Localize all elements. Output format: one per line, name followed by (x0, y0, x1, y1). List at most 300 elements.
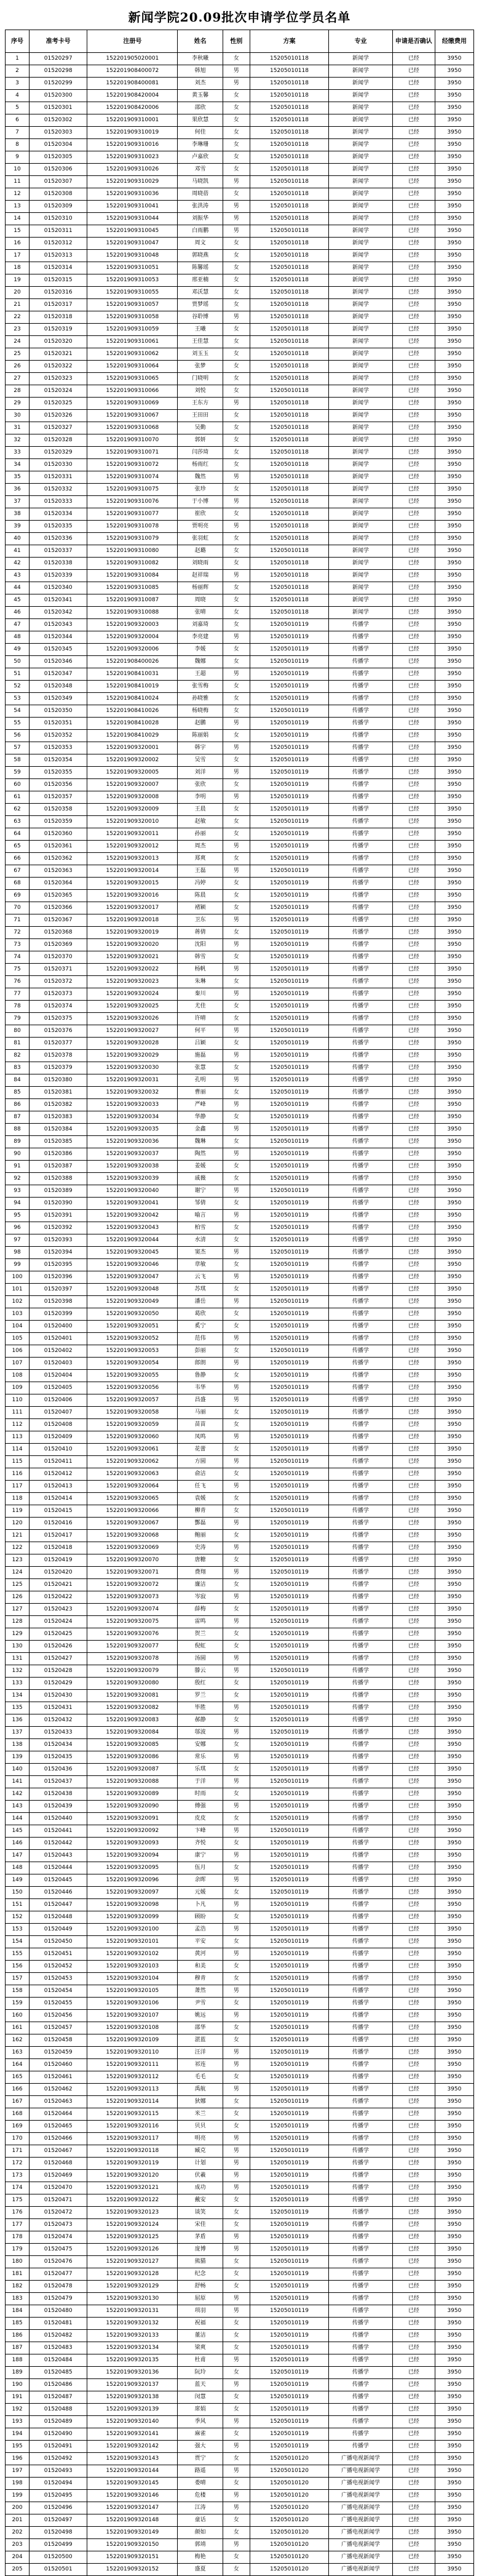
fee-cell: 3950 (435, 311, 473, 324)
registration-no-cell: 152201909320105 (87, 1985, 178, 1998)
confirmed-cell: 已经 (392, 2428, 435, 2441)
index-cell: 152 (6, 1911, 30, 1924)
exam-card-cell: 01520481 (30, 2318, 87, 2330)
name-cell: 戴安 (178, 2194, 223, 2207)
fee-cell: 3950 (435, 1714, 473, 1727)
gender-cell: 女 (223, 139, 250, 151)
plan-cell: 15205010119 (250, 1087, 329, 1099)
table-row (6, 902, 474, 914)
name-cell: 臧克 (178, 2145, 223, 2158)
exam-card-cell: 01520474 (30, 2231, 87, 2244)
major-cell: 传播学 (329, 1148, 392, 1161)
registration-no-cell: 152201909320150 (87, 2539, 178, 2551)
confirmed-cell: 已经 (392, 582, 435, 594)
fee-cell: 3950 (435, 1801, 473, 1813)
major-cell: 传播学 (329, 1234, 392, 1247)
plan-cell: 15205010119 (250, 2441, 329, 2453)
gender-cell: 女 (223, 1554, 250, 1567)
fee-cell: 3950 (435, 459, 473, 471)
fee-cell: 3950 (435, 521, 473, 533)
gender-cell: 男 (223, 2231, 250, 2244)
name-cell: 江涛 (178, 2502, 223, 2514)
gender-cell: 男 (223, 1948, 250, 1961)
fee-cell: 3950 (435, 1678, 473, 1690)
exam-card-cell: 01520489 (30, 2416, 87, 2428)
exam-card-cell: 01520496 (30, 2502, 87, 2514)
table-row (6, 1764, 474, 1776)
index-cell: 5 (6, 102, 30, 114)
table-row (6, 2514, 474, 2527)
exam-card-cell: 01520385 (30, 1136, 87, 1148)
plan-cell: 15205010118 (250, 447, 329, 459)
plan-cell: 15205010118 (250, 78, 329, 90)
index-cell: 39 (6, 521, 30, 533)
table-row (6, 114, 474, 127)
exam-card-cell: 01520466 (30, 2133, 87, 2145)
table-row (6, 262, 474, 274)
major-cell: 传播学 (329, 656, 392, 668)
table-row (6, 164, 474, 176)
table-row (6, 2096, 474, 2108)
gender-cell: 女 (223, 1284, 250, 1296)
name-cell: 梅艳 (178, 2551, 223, 2564)
fee-cell: 3950 (435, 225, 473, 238)
exam-card-cell: 01520407 (30, 1407, 87, 1419)
fee-cell: 3950 (435, 2514, 473, 2527)
table-row (6, 2145, 474, 2158)
name-cell: 童话 (178, 2514, 223, 2527)
index-cell: 129 (6, 1628, 30, 1641)
table-row (6, 2416, 474, 2428)
table-row (6, 1739, 474, 1751)
index-cell: 189 (6, 2367, 30, 2379)
table-row (6, 570, 474, 582)
exam-card-cell: 01520486 (30, 2379, 87, 2391)
confirmed-cell: 已经 (392, 508, 435, 521)
table-row (6, 1887, 474, 1899)
fee-cell: 3950 (435, 668, 473, 681)
gender-cell: 男 (223, 2490, 250, 2502)
name-cell: 陈晨 (178, 890, 223, 902)
gender-cell: 男 (223, 1074, 250, 1087)
gender-cell: 男 (223, 496, 250, 508)
exam-card-cell: 01520374 (30, 1001, 87, 1013)
fee-cell: 3950 (435, 1259, 473, 1271)
major-cell: 传播学 (329, 2194, 392, 2207)
gender-cell: 女 (223, 1161, 250, 1173)
exam-card-cell: 01520454 (30, 1985, 87, 1998)
plan-cell: 15205010119 (250, 914, 329, 927)
registration-no-cell: 152201909310082 (87, 558, 178, 570)
table-row (6, 471, 474, 484)
index-cell: 50 (6, 656, 30, 668)
name-cell: 尹雪 (178, 1998, 223, 2010)
fee-cell: 3950 (435, 2034, 473, 2047)
registration-no-cell: 152201909320011 (87, 828, 178, 841)
index-cell: 104 (6, 1321, 30, 1333)
registration-no-cell: 152201909320029 (87, 1050, 178, 1062)
index-cell: 70 (6, 902, 30, 914)
table-row (6, 1259, 474, 1271)
major-cell: 传播学 (329, 1087, 392, 1099)
confirmed-cell: 已经 (392, 1641, 435, 1653)
gender-cell: 女 (223, 927, 250, 939)
gender-cell: 男 (223, 1296, 250, 1308)
confirmed-cell: 已经 (392, 2404, 435, 2416)
plan-cell: 15205010119 (250, 1358, 329, 1370)
exam-card-cell: 01520368 (30, 927, 87, 939)
confirmed-cell: 已经 (392, 1690, 435, 1702)
index-cell: 177 (6, 2219, 30, 2231)
header-cell-index: 序号 (6, 30, 30, 53)
confirmed-cell: 已经 (392, 1370, 435, 1382)
name-cell: 任飞 (178, 1481, 223, 1493)
table-row (6, 201, 474, 213)
table-row (6, 1382, 474, 1394)
confirmed-cell: 已经 (392, 558, 435, 570)
major-cell: 传播学 (329, 1358, 392, 1370)
exam-card-cell: 01520314 (30, 262, 87, 274)
gender-cell: 女 (223, 1444, 250, 1456)
name-cell: 姜媛 (178, 1161, 223, 1173)
registration-no-cell: 152201909310047 (87, 238, 178, 250)
exam-card-cell: 01520330 (30, 459, 87, 471)
table-row (6, 2293, 474, 2305)
index-cell: 124 (6, 1567, 30, 1579)
confirmed-cell: 已经 (392, 2133, 435, 2145)
table-row (6, 1161, 474, 1173)
gender-cell: 男 (223, 1591, 250, 1604)
name-cell: 何平 (178, 1025, 223, 1038)
gender-cell: 男 (223, 2182, 250, 2194)
fee-cell: 3950 (435, 102, 473, 114)
name-cell: 杨帆 (178, 964, 223, 976)
plan-cell: 15205010119 (250, 1148, 329, 1161)
registration-no-cell: 152201909320119 (87, 2158, 178, 2170)
major-cell: 传播学 (329, 1641, 392, 1653)
registration-no-cell: 152201909310065 (87, 373, 178, 385)
plan-cell: 15205010119 (250, 1591, 329, 1604)
major-cell: 传播学 (329, 2121, 392, 2133)
table-row (6, 1333, 474, 1345)
major-cell: 传播学 (329, 988, 392, 1001)
table-row (6, 1530, 474, 1542)
gender-cell: 女 (223, 693, 250, 705)
name-cell: 赵鹏 (178, 718, 223, 730)
major-cell: 新闻学 (329, 582, 392, 594)
major-cell: 传播学 (329, 1678, 392, 1690)
exam-card-cell: 01520391 (30, 1210, 87, 1222)
table-row (6, 90, 474, 102)
exam-card-cell: 01520431 (30, 1702, 87, 1714)
major-cell: 传播学 (329, 1431, 392, 1444)
registration-no-cell: 152201909320116 (87, 2121, 178, 2133)
plan-cell: 15205010119 (250, 1345, 329, 1358)
plan-cell: 15205010120 (250, 2527, 329, 2539)
registration-no-cell: 152201909320071 (87, 1567, 178, 1579)
fee-cell: 3950 (435, 385, 473, 398)
table-row (6, 1271, 474, 1284)
plan-cell: 15205010119 (250, 2281, 329, 2293)
fee-cell: 3950 (435, 2490, 473, 2502)
name-cell: 祁连 (178, 2059, 223, 2071)
confirmed-cell: 已经 (392, 1591, 435, 1604)
name-cell: 邵华 (178, 2022, 223, 2034)
gender-cell: 女 (223, 594, 250, 607)
major-cell: 新闻学 (329, 90, 392, 102)
table-row (6, 1591, 474, 1604)
header-cell-exam-card: 准考卡号 (30, 30, 87, 53)
major-cell: 传播学 (329, 2330, 392, 2342)
table-row (6, 1702, 474, 1714)
name-cell: 郭妍 (178, 434, 223, 447)
name-cell: 黄河 (178, 1948, 223, 1961)
fee-cell: 3950 (435, 2084, 473, 2096)
major-cell: 传播学 (329, 1665, 392, 1678)
name-cell: 贾宁 (178, 2453, 223, 2465)
confirmed-cell: 已经 (392, 1825, 435, 1838)
exam-card-cell: 01520449 (30, 1924, 87, 1936)
plan-cell: 15205010119 (250, 939, 329, 951)
fee-cell: 3950 (435, 644, 473, 656)
table-row (6, 2219, 474, 2231)
gender-cell: 女 (223, 324, 250, 336)
registration-no-cell: 152201909320087 (87, 1764, 178, 1776)
plan-cell: 15205010119 (250, 2379, 329, 2391)
table-row (6, 1554, 474, 1567)
index-cell: 106 (6, 1345, 30, 1358)
plan-cell: 15205010118 (250, 533, 329, 545)
exam-card-cell: 01520461 (30, 2071, 87, 2084)
registration-no-cell: 152201909320058 (87, 1407, 178, 1419)
fee-cell: 3950 (435, 508, 473, 521)
name-cell: 葛欣 (178, 1308, 223, 1321)
index-cell: 24 (6, 336, 30, 348)
registration-no-cell: 152201909320047 (87, 1271, 178, 1284)
table-row (6, 2404, 474, 2416)
confirmed-cell: 已经 (392, 1001, 435, 1013)
major-cell: 传播学 (329, 705, 392, 718)
confirmed-cell: 已经 (392, 1948, 435, 1961)
gender-cell: 女 (223, 681, 250, 693)
plan-cell: 15205010119 (250, 1764, 329, 1776)
confirmed-cell: 已经 (392, 988, 435, 1001)
exam-card-cell: 01520301 (30, 102, 87, 114)
table-row (6, 53, 474, 65)
plan-cell: 15205010119 (250, 1850, 329, 1862)
major-cell: 新闻学 (329, 410, 392, 422)
gender-cell: 男 (223, 1382, 250, 1394)
name-cell: 何佳 (178, 127, 223, 139)
plan-cell: 15205010119 (250, 1271, 329, 1284)
table-row (6, 644, 474, 656)
registration-no-cell: 152201909320085 (87, 1739, 178, 1751)
plan-cell: 15205010118 (250, 102, 329, 114)
exam-card-cell: 01520360 (30, 828, 87, 841)
registration-no-cell: 152201909320066 (87, 1505, 178, 1518)
registration-no-cell: 152201909320102 (87, 1948, 178, 1961)
exam-card-cell: 01520498 (30, 2527, 87, 2539)
exam-card-cell: 01520495 (30, 2490, 87, 2502)
registration-no-cell: 152201909310064 (87, 361, 178, 373)
exam-card-cell: 01520484 (30, 2354, 87, 2367)
plan-cell: 15205010119 (250, 2428, 329, 2441)
confirmed-cell: 已经 (392, 2293, 435, 2305)
gender-cell: 女 (223, 644, 250, 656)
name-cell: 危楼 (178, 2490, 223, 2502)
name-cell: 萧然 (178, 1985, 223, 1998)
plan-cell: 15205010119 (250, 964, 329, 976)
confirmed-cell: 已经 (392, 607, 435, 619)
fee-cell: 3950 (435, 1013, 473, 1025)
plan-cell: 15205010119 (250, 1887, 329, 1899)
registration-no-cell: 152201909310016 (87, 139, 178, 151)
index-cell: 42 (6, 558, 30, 570)
plan-cell: 15205010119 (250, 1468, 329, 1481)
gender-cell: 女 (223, 2564, 250, 2576)
table-row (6, 705, 474, 718)
gender-cell: 男 (223, 1358, 250, 1370)
gender-cell: 女 (223, 1198, 250, 1210)
gender-cell: 女 (223, 164, 250, 176)
confirmed-cell: 已经 (392, 890, 435, 902)
index-cell: 162 (6, 2034, 30, 2047)
registration-no-cell: 152201909320040 (87, 1185, 178, 1198)
fee-cell: 3950 (435, 1025, 473, 1038)
exam-card-cell: 01520435 (30, 1751, 87, 1764)
fee-cell: 3950 (435, 705, 473, 718)
confirmed-cell: 已经 (392, 225, 435, 238)
registration-no-cell: 152201909310041 (87, 201, 178, 213)
registration-no-cell: 152201909320065 (87, 1493, 178, 1505)
name-cell: 毕胜 (178, 1702, 223, 1714)
registration-no-cell: 152201909320016 (87, 890, 178, 902)
table-row (6, 1714, 474, 1727)
fee-cell: 3950 (435, 631, 473, 644)
exam-card-cell: 01520331 (30, 471, 87, 484)
name-cell: 王佳慧 (178, 336, 223, 348)
registration-no-cell: 152201909320034 (87, 1111, 178, 1124)
exam-card-cell: 01520362 (30, 853, 87, 865)
plan-cell: 15205010118 (250, 225, 329, 238)
index-cell: 151 (6, 1899, 30, 1911)
table-row (6, 914, 474, 927)
exam-card-cell: 01520305 (30, 151, 87, 164)
fee-cell: 3950 (435, 1161, 473, 1173)
fee-cell: 3950 (435, 1124, 473, 1136)
registration-no-cell: 152201909320015 (87, 878, 178, 890)
plan-cell: 15205010119 (250, 1419, 329, 1431)
exam-card-cell: 01520302 (30, 114, 87, 127)
major-cell: 传播学 (329, 2305, 392, 2318)
index-cell: 131 (6, 1653, 30, 1665)
table-row (6, 410, 474, 422)
confirmed-cell: 已经 (392, 718, 435, 730)
name-cell: 李媛 (178, 644, 223, 656)
plan-cell: 15205010119 (250, 890, 329, 902)
registration-no-cell: 152201909320095 (87, 1862, 178, 1874)
fee-cell: 3950 (435, 2133, 473, 2145)
name-cell: 汤圆 (178, 1653, 223, 1665)
gender-cell: 男 (223, 1124, 250, 1136)
name-cell: 伍月 (178, 1862, 223, 1874)
major-cell: 新闻学 (329, 607, 392, 619)
plan-cell: 15205010119 (250, 1074, 329, 1087)
registration-no-cell: 152201909320127 (87, 2256, 178, 2268)
plan-cell: 15205010119 (250, 1973, 329, 1985)
fee-cell: 3950 (435, 250, 473, 262)
fee-cell: 3950 (435, 2194, 473, 2207)
fee-cell: 3950 (435, 1308, 473, 1321)
exam-card-cell: 01520438 (30, 1788, 87, 1801)
name-cell: 苗苗 (178, 1419, 223, 1431)
name-cell: 孟浩 (178, 1924, 223, 1936)
fee-cell: 3950 (435, 1111, 473, 1124)
confirmed-cell: 已经 (392, 274, 435, 287)
index-cell: 44 (6, 582, 30, 594)
registration-no-cell: 152201908410031 (87, 668, 178, 681)
fee-cell: 3950 (435, 1198, 473, 1210)
name-cell: 张欣 (178, 779, 223, 791)
index-cell: 64 (6, 828, 30, 841)
index-cell: 20 (6, 287, 30, 299)
major-cell: 传播学 (329, 1394, 392, 1407)
name-cell: 张晴 (178, 607, 223, 619)
exam-card-cell: 01520379 (30, 1062, 87, 1074)
exam-card-cell: 01520412 (30, 1468, 87, 1481)
major-cell: 传播学 (329, 1259, 392, 1271)
gender-cell: 男 (223, 1924, 250, 1936)
index-cell: 194 (6, 2428, 30, 2441)
registration-no-cell: 152201909310069 (87, 398, 178, 410)
exam-card-cell: 01520317 (30, 299, 87, 311)
major-cell: 传播学 (329, 2244, 392, 2256)
name-cell: 廉洁 (178, 1579, 223, 1591)
table-row (6, 865, 474, 878)
table-row (6, 533, 474, 545)
name-cell: 周杰 (178, 841, 223, 853)
major-cell: 传播学 (329, 976, 392, 988)
plan-cell: 15205010118 (250, 250, 329, 262)
table-row (6, 2022, 474, 2034)
exam-card-cell: 01520499 (30, 2539, 87, 2551)
index-cell: 100 (6, 1271, 30, 1284)
registration-no-cell: 152201909320110 (87, 2047, 178, 2059)
confirmed-cell: 已经 (392, 951, 435, 964)
name-cell: 冯婷 (178, 878, 223, 890)
confirmed-cell: 已经 (392, 1998, 435, 2010)
name-cell: 毛毛 (178, 2071, 223, 2084)
table-row (6, 1505, 474, 1518)
registration-no-cell: 152201908410019 (87, 681, 178, 693)
index-cell: 156 (6, 1961, 30, 1973)
gender-cell: 女 (223, 53, 250, 65)
fee-cell: 3950 (435, 2342, 473, 2354)
table-row (6, 2342, 474, 2354)
index-cell: 45 (6, 594, 30, 607)
major-cell: 传播学 (329, 927, 392, 939)
major-cell: 传播学 (329, 1038, 392, 1050)
fee-cell: 3950 (435, 201, 473, 213)
gender-cell: 男 (223, 1210, 250, 1222)
registration-no-cell: 152201909320120 (87, 2170, 178, 2182)
confirmed-cell: 已经 (392, 2170, 435, 2182)
table-row (6, 1050, 474, 1062)
plan-cell: 15205010119 (250, 2330, 329, 2342)
exam-card-cell: 01520428 (30, 1665, 87, 1678)
table-row (6, 2441, 474, 2453)
plan-cell: 15205010119 (250, 1013, 329, 1025)
